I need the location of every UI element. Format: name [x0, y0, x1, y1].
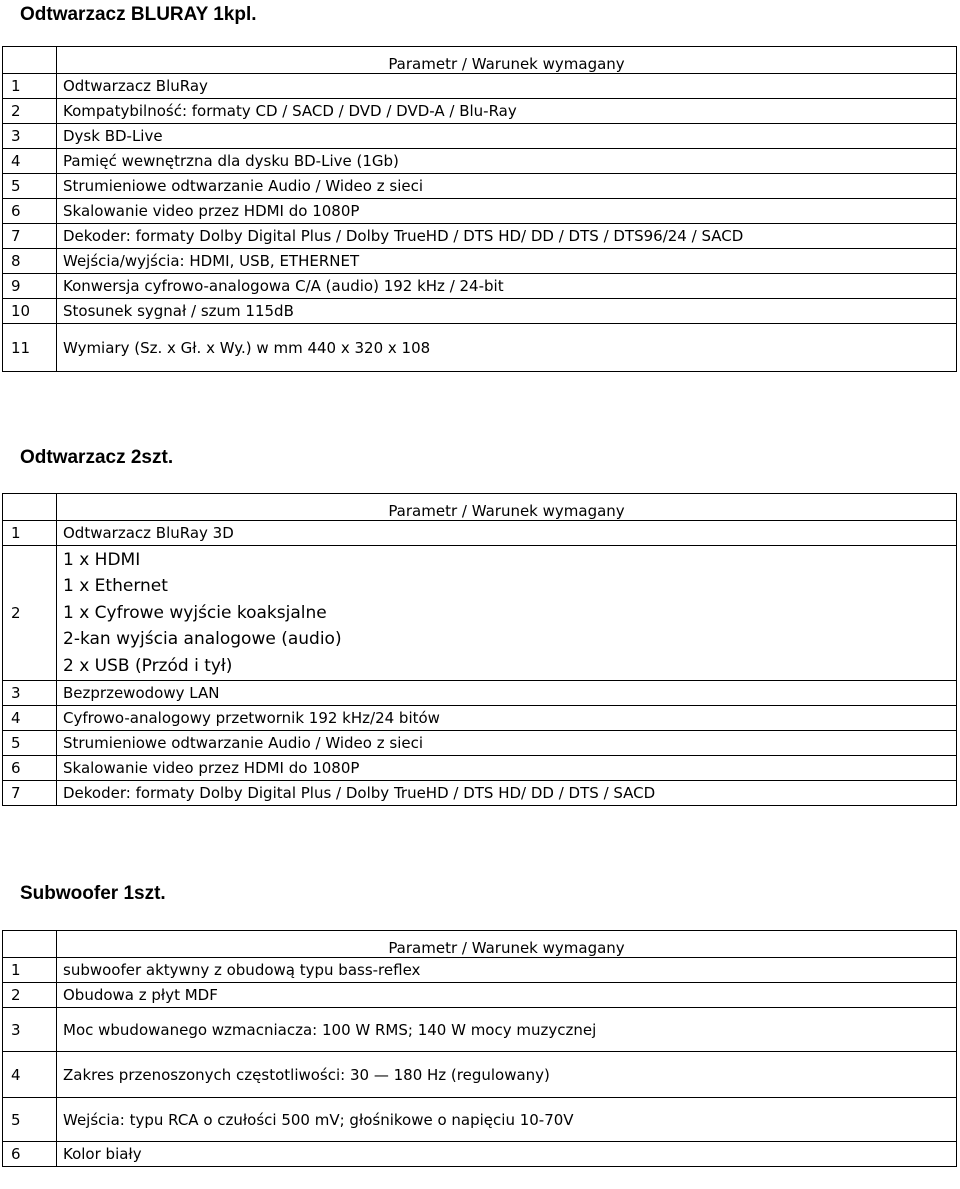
row-number: 5 — [3, 1098, 57, 1142]
row-text: Wejścia: typu RCA o czułości 500 mV; głośnikowe o napięciu 10-70V — [57, 1098, 957, 1142]
table-row — [3, 74, 957, 99]
header-cell: Parametr / Warunek wymagany — [57, 494, 957, 521]
table-row — [3, 1008, 957, 1052]
table-header-row — [3, 494, 957, 521]
row-text-multiline — [57, 546, 957, 681]
row-number: 8 — [3, 249, 57, 274]
row-number: 5 — [3, 731, 57, 756]
row-text: Moc wbudowanego wzmacniacza: 100 W RMS; 140 W mocy muzycznej — [57, 1008, 957, 1052]
header-cell: Parametr / Warunek wymagany — [57, 47, 957, 74]
row-number: 4 — [3, 149, 57, 174]
table-row — [3, 1098, 957, 1142]
table-row — [3, 781, 957, 806]
row-text: Pamięć wewnętrzna dla dysku BD-Live (1Gb) — [57, 149, 957, 174]
table-row — [3, 546, 957, 681]
row-text: Bezprzewodowy LAN — [57, 681, 957, 706]
row-text: Wymiary (Sz. x Gł. x Wy.) w mm 440 x 320 x 108 — [57, 324, 957, 372]
row-text: Dysk BD-Live — [57, 124, 957, 149]
row-text: Wejścia/wyjścia: HDMI, USB, ETHERNET — [57, 249, 957, 274]
row-text: Strumieniowe odtwarzanie Audio / Wideo z sieci — [57, 731, 957, 756]
row-number: 3 — [3, 124, 57, 149]
table-row — [3, 174, 957, 199]
row-line: 1 x Ethernet — [63, 576, 168, 597]
table-row — [3, 199, 957, 224]
row-number: 2 — [3, 546, 57, 681]
table-row — [3, 299, 957, 324]
table-row — [3, 731, 957, 756]
row-number: 5 — [3, 174, 57, 199]
row-number: 6 — [3, 1142, 57, 1167]
row-text: Skalowanie video przez HDMI do 1080P — [57, 199, 957, 224]
row-number: 9 — [3, 274, 57, 299]
section-title-player: Odtwarzacz 2szt. — [20, 447, 174, 468]
row-number: 2 — [3, 983, 57, 1008]
row-text: Cyfrowo-analogowy przetwornik 192 kHz/24 bitów — [57, 706, 957, 731]
table-row — [3, 249, 957, 274]
row-text: Odtwarzacz BluRay — [57, 74, 957, 99]
row-number: 3 — [3, 1008, 57, 1052]
table-row — [3, 1142, 957, 1167]
row-text: Stosunek sygnał / szum 115dB — [57, 299, 957, 324]
header-num-cell — [3, 494, 57, 521]
table-row — [3, 224, 957, 249]
row-line: 1 x HDMI — [63, 549, 141, 570]
row-number: 6 — [3, 756, 57, 781]
table-row — [3, 149, 957, 174]
row-line: 1 x Cyfrowe wyjście koaksjalne — [63, 602, 327, 623]
row-text: Dekoder: formaty Dolby Digital Plus / Dolby TrueHD / DTS HD/ DD / DTS / DTS96/24 / SACD — [57, 224, 957, 249]
header-num-cell — [3, 931, 57, 958]
table-row — [3, 681, 957, 706]
row-text: subwoofer aktywny z obudową typu bass-reflex — [57, 958, 957, 983]
row-number: 7 — [3, 781, 57, 806]
spec-table-player — [2, 493, 957, 806]
row-number: 11 — [3, 324, 57, 372]
row-number: 6 — [3, 199, 57, 224]
row-text: Konwersja cyfrowo-analogowa C/A (audio) 192 kHz / 24-bit — [57, 274, 957, 299]
row-number: 10 — [3, 299, 57, 324]
row-number: 1 — [3, 74, 57, 99]
spec-table-bluray — [2, 46, 957, 372]
row-text: Kolor biały — [57, 1142, 957, 1167]
row-text: Zakres przenoszonych częstotliwości: 30 — 180 Hz (regulowany) — [57, 1052, 957, 1098]
section-title-bluray: Odtwarzacz BLURAY 1kpl. — [20, 4, 257, 25]
row-number: 2 — [3, 99, 57, 124]
table-row — [3, 958, 957, 983]
table-row — [3, 124, 957, 149]
row-number: 1 — [3, 958, 57, 983]
table-header-row — [3, 931, 957, 958]
table-row — [3, 99, 957, 124]
row-number: 7 — [3, 224, 57, 249]
row-text: Skalowanie video przez HDMI do 1080P — [57, 756, 957, 781]
row-line: 2-kan wyjścia analogowe (audio) — [63, 629, 342, 650]
table-row — [3, 274, 957, 299]
row-text: Obudowa z płyt MDF — [57, 983, 957, 1008]
table-row — [3, 324, 957, 372]
row-number: 4 — [3, 706, 57, 731]
row-text: Dekoder: formaty Dolby Digital Plus / Dolby TrueHD / DTS HD/ DD / DTS / SACD — [57, 781, 957, 806]
table-header-row — [3, 47, 957, 74]
row-text: Kompatybilność: formaty CD / SACD / DVD / DVD-A / Blu-Ray — [57, 99, 957, 124]
row-number: 1 — [3, 521, 57, 546]
row-number: 3 — [3, 681, 57, 706]
table-row — [3, 756, 957, 781]
row-text: Odtwarzacz BluRay 3D — [57, 521, 957, 546]
table-row — [3, 521, 957, 546]
row-number: 4 — [3, 1052, 57, 1098]
row-text: Strumieniowe odtwarzanie Audio / Wideo z sieci — [57, 174, 957, 199]
header-num-cell — [3, 47, 57, 74]
section-title-subwoofer: Subwoofer 1szt. — [20, 883, 166, 904]
table-row — [3, 1052, 957, 1098]
spec-table-subwoofer — [2, 930, 957, 1167]
header-cell: Parametr / Warunek wymagany — [57, 931, 957, 958]
table-row — [3, 983, 957, 1008]
row-line: 2 x USB (Przód i tył) — [63, 655, 233, 676]
table-row — [3, 706, 957, 731]
